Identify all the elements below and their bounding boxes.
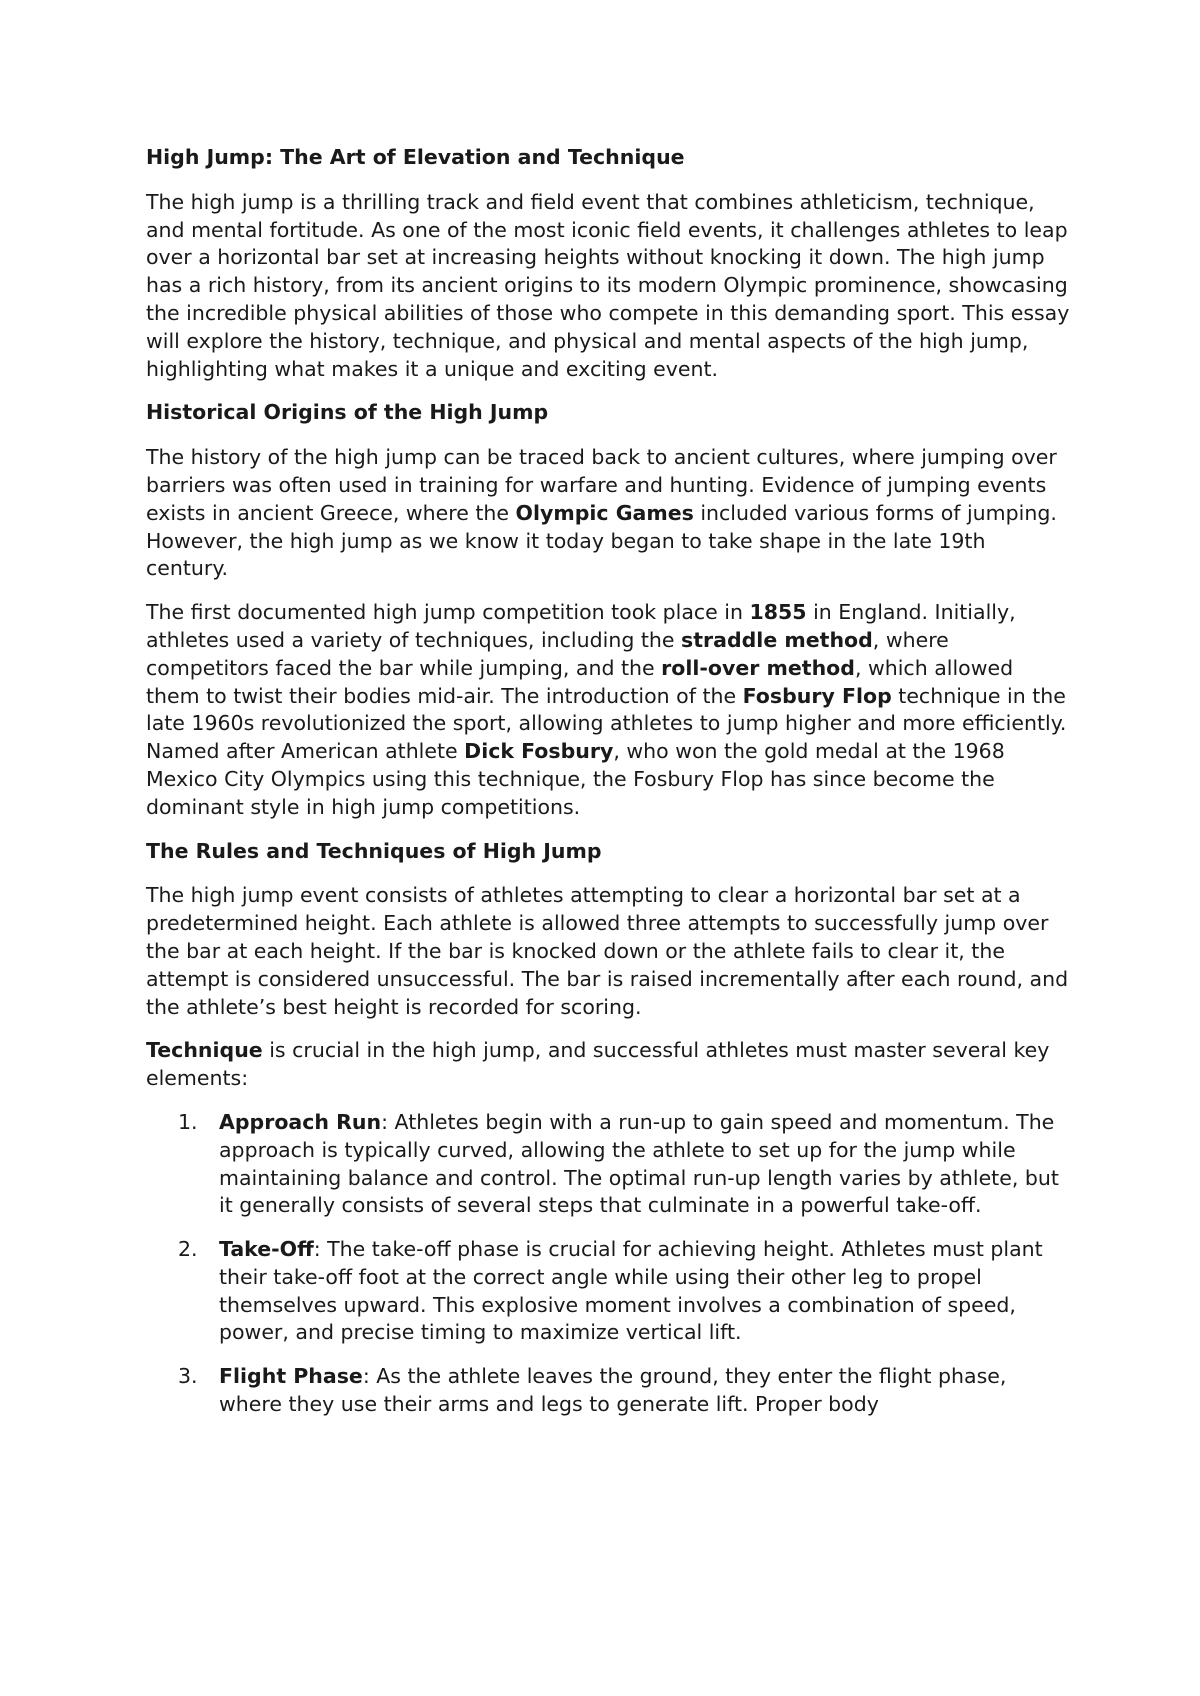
bold-term: straddle method bbox=[681, 627, 873, 652]
text-run: in England. Initially, athletes used a variety of techniques, including the bbox=[146, 600, 1016, 652]
text-run: technique in the late 1960s revolutionized the sport, allowing athletes to jump higher and more efficiently. Named after American athlete bbox=[146, 683, 1067, 764]
bold-term: 1855 bbox=[749, 600, 807, 625]
list-number: 2. bbox=[178, 1237, 198, 1262]
list-term: Flight Phase bbox=[219, 1364, 363, 1389]
list-term: Approach Run bbox=[219, 1109, 382, 1134]
history-paragraph-2 bbox=[146, 599, 1070, 821]
list-text: : As the athlete leaves the ground, they enter the flight phase, where they use their arms and legs to generate lift. Proper body bbox=[219, 1364, 1007, 1417]
document-title: High Jump: The Art of Elevation and Technique bbox=[146, 145, 685, 169]
text-run: The history of the high jump can be traced back to ancient cultures, where jumping over barriers was often used in training for warfare and hunting. Evidence of jumping events exists in ancient Greece, where the bbox=[146, 445, 1057, 525]
history-paragraph-1 bbox=[146, 444, 1070, 583]
text-run: included various forms of jumping. However, the high jump as we know it today began to take shape in the late 19th century. bbox=[146, 500, 1057, 581]
text-run: is crucial in the high jump, and successful athletes must master several key elements: bbox=[146, 1038, 1050, 1091]
list-item bbox=[146, 1363, 1070, 1419]
list-item bbox=[146, 1109, 1070, 1220]
rules-paragraph-1: The high jump event consists of athletes attempting to clear a horizontal bar set at a predetermined height. Each athlete is allowed three attempts to successfully jump over the bar at each height. If the bar is knocked down or the athlete fails to clear it, the attempt is considered unsuccessful. The bar is raised incrementally after each round, and the athlete’s best height is recorded for scoring. bbox=[146, 883, 1069, 1019]
list-number: 1. bbox=[178, 1109, 198, 1134]
text-run: The first documented high jump competition took place in bbox=[146, 600, 750, 625]
bold-term: Technique bbox=[146, 1038, 263, 1063]
text-run: , who won the gold medal at the 1968 Mexico City Olympics using this technique, the Fosbury Flop has since become the dominant style in high jump competitions. bbox=[146, 739, 1005, 819]
bold-term: Olympic Games bbox=[515, 500, 694, 525]
technique-list bbox=[146, 1109, 1070, 1419]
intro-paragraph: The high jump is a thrilling track and field event that combines athleticism, technique, and mental fortitude. As one of the most iconic field events, it challenges athletes to leap over a horizontal bar set at increasing heights without knocking it down. The high jump has a rich history, from its ancient origins to its modern Olympic prominence, showcasing the incredible physical abilities of those who compete in this demanding sport. This essay will explore the history, technique, and physical and mental aspects of the high jump, highlighting what makes it a unique and exciting event. bbox=[146, 189, 1070, 381]
list-text: : Athletes begin with a run-up to gain speed and momentum. The approach is typically curved, allowing the athlete to set up for the jump while maintaining balance and control. The optimal run-up length varies by athlete, but it generally consists of several steps that culminate in a powerful take-off. bbox=[219, 1109, 1059, 1218]
bold-term: roll-over method bbox=[661, 655, 855, 680]
rules-heading: The Rules and Techniques of High Jump bbox=[146, 838, 602, 863]
list-text: : The take-off phase is crucial for achieving height. Athletes must plant their take-off foot at the correct angle while using their other leg to propel themselves upward. This explosive moment involves a combination of speed, power, and precise timing to maximize vertical lift. bbox=[219, 1237, 1043, 1345]
document-page bbox=[146, 144, 1070, 1435]
rules-paragraph-2 bbox=[146, 1037, 1070, 1093]
text-run: , where competitors faced the bar while jumping, and the bbox=[146, 627, 949, 680]
list-term: Take-Off bbox=[219, 1237, 314, 1262]
list-item bbox=[146, 1236, 1070, 1347]
text-run: , which allowed them to twist their bodies mid-air. The introduction of the bbox=[146, 655, 1014, 708]
bold-term: Fosbury Flop bbox=[742, 683, 892, 708]
bold-term: Dick Fosbury bbox=[464, 739, 614, 764]
history-heading: Historical Origins of the High Jump bbox=[146, 400, 549, 425]
list-number: 3. bbox=[178, 1364, 198, 1389]
